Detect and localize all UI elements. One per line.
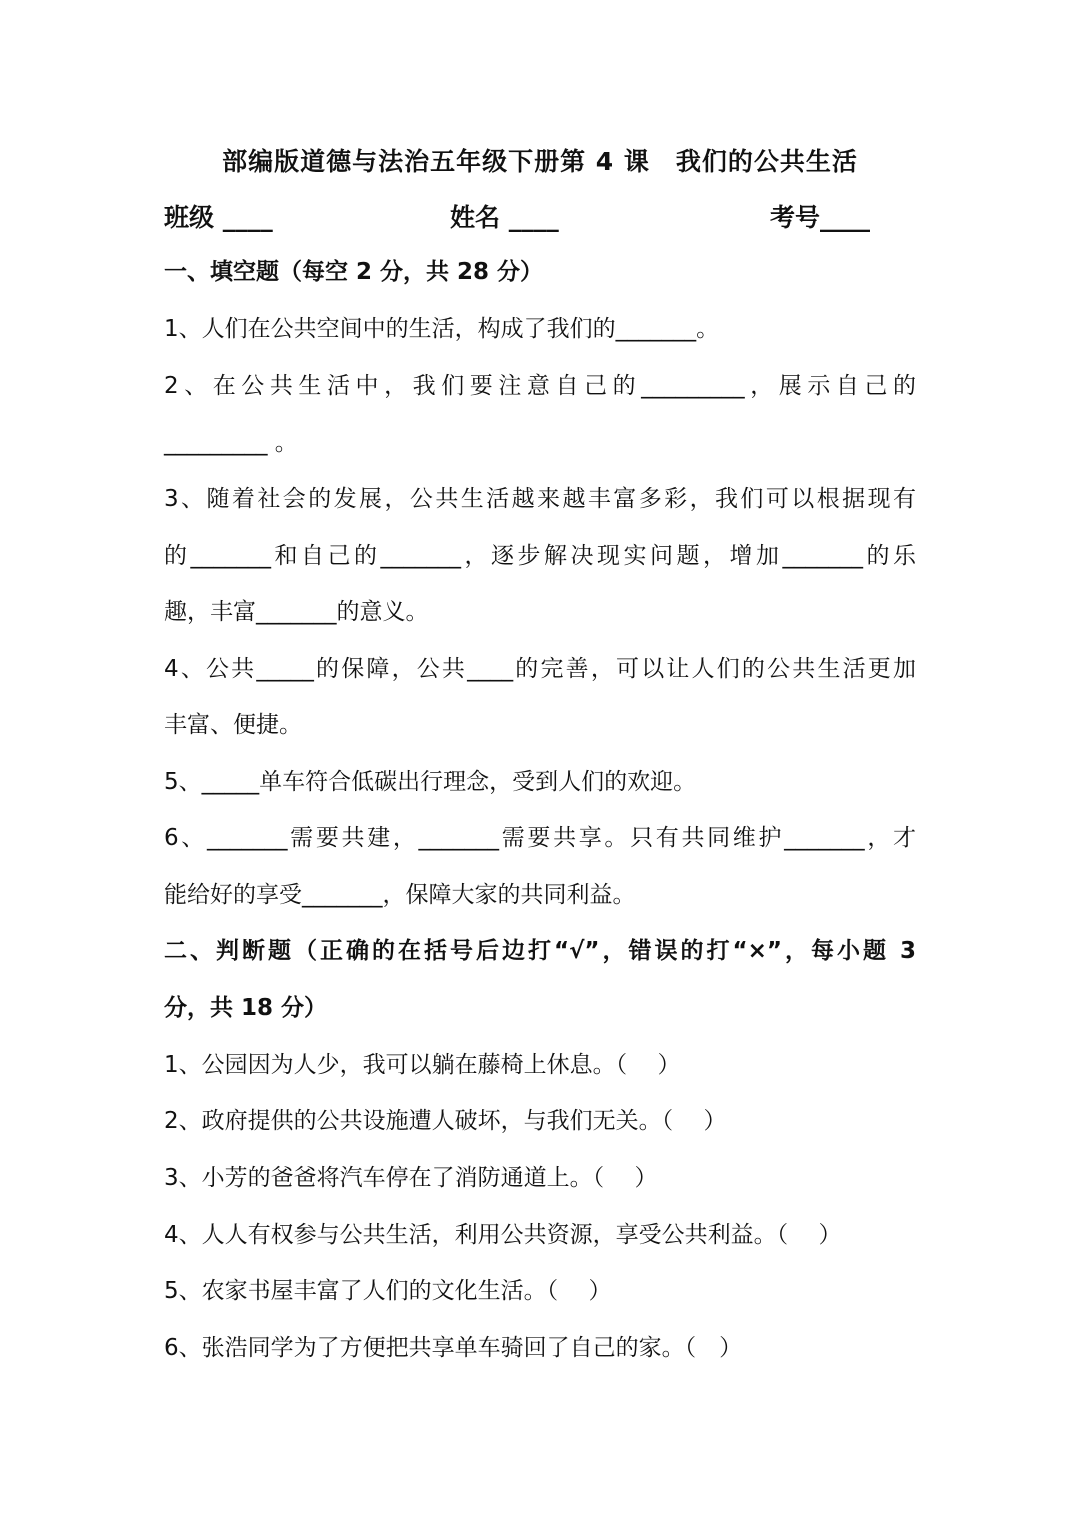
fill-question-6-cont: 能给好的享受_______，保障大家的共同利益。 [164, 882, 636, 908]
fill-question-2-cont: _________ 。 [164, 430, 298, 456]
exam-number-label: 考号 [770, 203, 821, 232]
judge-question-3: 3、小芳的爸爸将汽车停在了消防通道上。（ ） [164, 1165, 658, 1191]
section1-heading: 一、填空题（每空 2 分，共 28 分） [164, 259, 544, 285]
judge-question-6: 6、张浩同学为了方便把共享单车骑回了自己的家。（ ） [164, 1335, 743, 1361]
fill-question-4-cont: 丰富、便捷。 [164, 712, 302, 738]
fill-question-2: 2、在公共生活中，我们要注意自己的_________，展示自己的 [164, 373, 916, 399]
exam-number-field [770, 198, 870, 234]
fill-question-5: 5、_____单车符合低碳出行理念，受到人们的欢迎。 [164, 769, 697, 795]
fill-question-4: 4、公共_____的保障，公共____的完善，可以让人们的公共生活更加 [164, 656, 916, 682]
fill-question-3-cont: 的_______和自己的_______，逐步解决现实问题，增加_______的乐 [164, 543, 916, 569]
fill-question-3: 3、随着社会的发展，公共生活越来越丰富多彩，我们可以根据现有 [164, 486, 916, 512]
class-field [164, 198, 273, 234]
section2-heading-cont: 分，共 18 分） [164, 995, 328, 1021]
fill-question-1: 1、人们在公共空间中的生活，构成了我们的_______。 [164, 316, 720, 342]
exam-number-blank[interactable]: ____ [820, 203, 871, 232]
fill-question-6: 6、_______需要共建，_______需要共享。只有共同维护_______，才 [164, 825, 916, 851]
judge-question-5: 5、农家书屋丰富了人们的文化生活。（ ） [164, 1278, 612, 1304]
judge-question-2: 2、政府提供的公共设施遭人破坏，与我们无关。（ ） [164, 1108, 727, 1134]
fill-question-3-end: 趣，丰富_______的意义。 [164, 599, 429, 625]
name-blank[interactable]: ____ [508, 203, 559, 232]
judge-question-1: 1、公园因为人少，我可以躺在藤椅上休息。（ ） [164, 1052, 681, 1078]
page-title: 部编版道德与法治五年级下册第 4 课 我们的公共生活 [222, 147, 858, 176]
name-label: 姓名 [450, 203, 501, 232]
name-field [450, 198, 559, 234]
section2-heading: 二、判断题（正确的在括号后边打“√”，错误的打“×”，每小题 3 [164, 938, 916, 964]
judge-question-4: 4、人人有权参与公共生活，利用公共资源，享受公共利益。（ ） [164, 1222, 842, 1248]
class-label: 班级 [164, 203, 215, 232]
class-blank[interactable]: ____ [222, 203, 273, 232]
